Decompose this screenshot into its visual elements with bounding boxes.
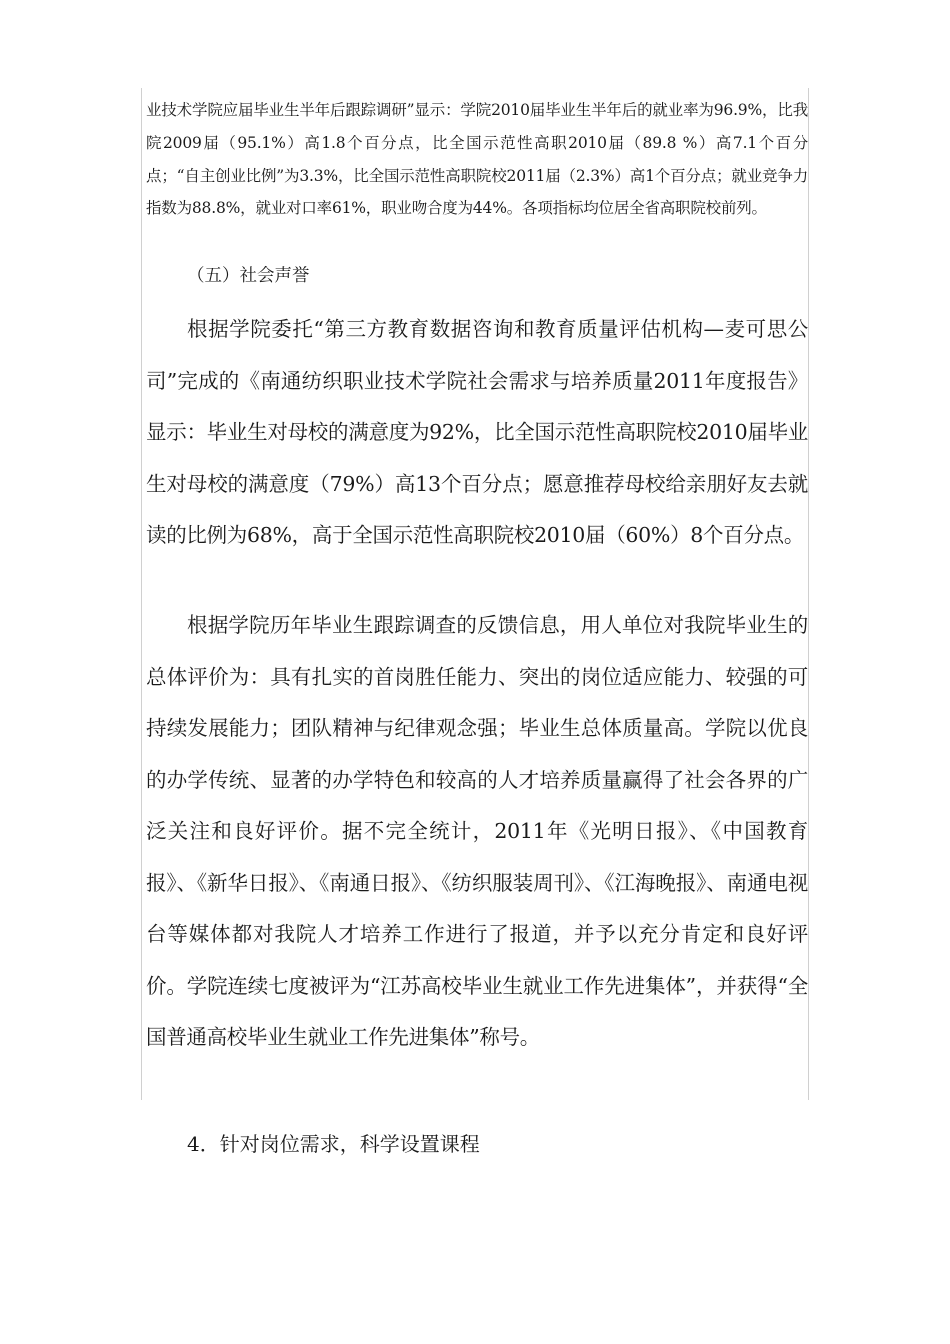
paragraph-employer-feedback: 根据学院历年毕业生跟踪调查的反馈信息，用人单位对我院毕业生的总体评价为：具有扎实的首岗胜任能力、突出的岗位适应能力、较强的可持续发展能力；团队精神与纪律观念强；毕业生总体质量高。学院以优良的办学传统、显著的办学特色和较高的人才培养质量赢得了社会各界的广泛关注和良好评价。据不完全统计，2011年《光明日报》、《中国教育报》、《新华日报》、《南通日报》、《纺织服装周刊》、《江海晚报》、南通电视台等媒体都对我院人才培养工作进行了报道，并予以充分肯定和良好评价。学院连续七度被评为“江苏高校毕业生就业工作先进集体”，并获得“全国普通高校毕业生就业工作先进集体”称号。 [146,613,808,1049]
section-heading-curriculum: 4．针对岗位需求，科学设置课程 [187,1132,480,1156]
paragraph-mycos-report: 根据学院委托“第三方教育数据咨询和教育质量评估机构—麦可思公司”完成的《南通纺织职业技术学院社会需求与培养质量2011年度报告》显示：毕业生对母校的满意度为92%，比全国示范性高职院校2010届毕业生对母校的满意度（79%）高13个百分点；愿意推荐母校给亲朋好友去就读的比例为68%，高于全国示范性高职院校2010届（60%）8个百分点。 [146,317,808,547]
intro-paragraph: 业技术学院应届毕业生半年后跟踪调研”显示：学院2010届毕业生半年后的就业率为96.9%，比我院2009届（95.1%）高1.8个百分点，比全国示范性高职2010届（89.8 %）高7.1个百分点；“自主创业比例”为3.3%，比全国示范性高职院校2011届（2.3%）高1个百分点；就业竞争力指数为88.8%，就业对口率61%，职业吻合度为44%。各项指标均位居全省高职院校前列。 [146,101,808,218]
subheading-social-reputation: （五）社会声誉 [187,266,310,286]
